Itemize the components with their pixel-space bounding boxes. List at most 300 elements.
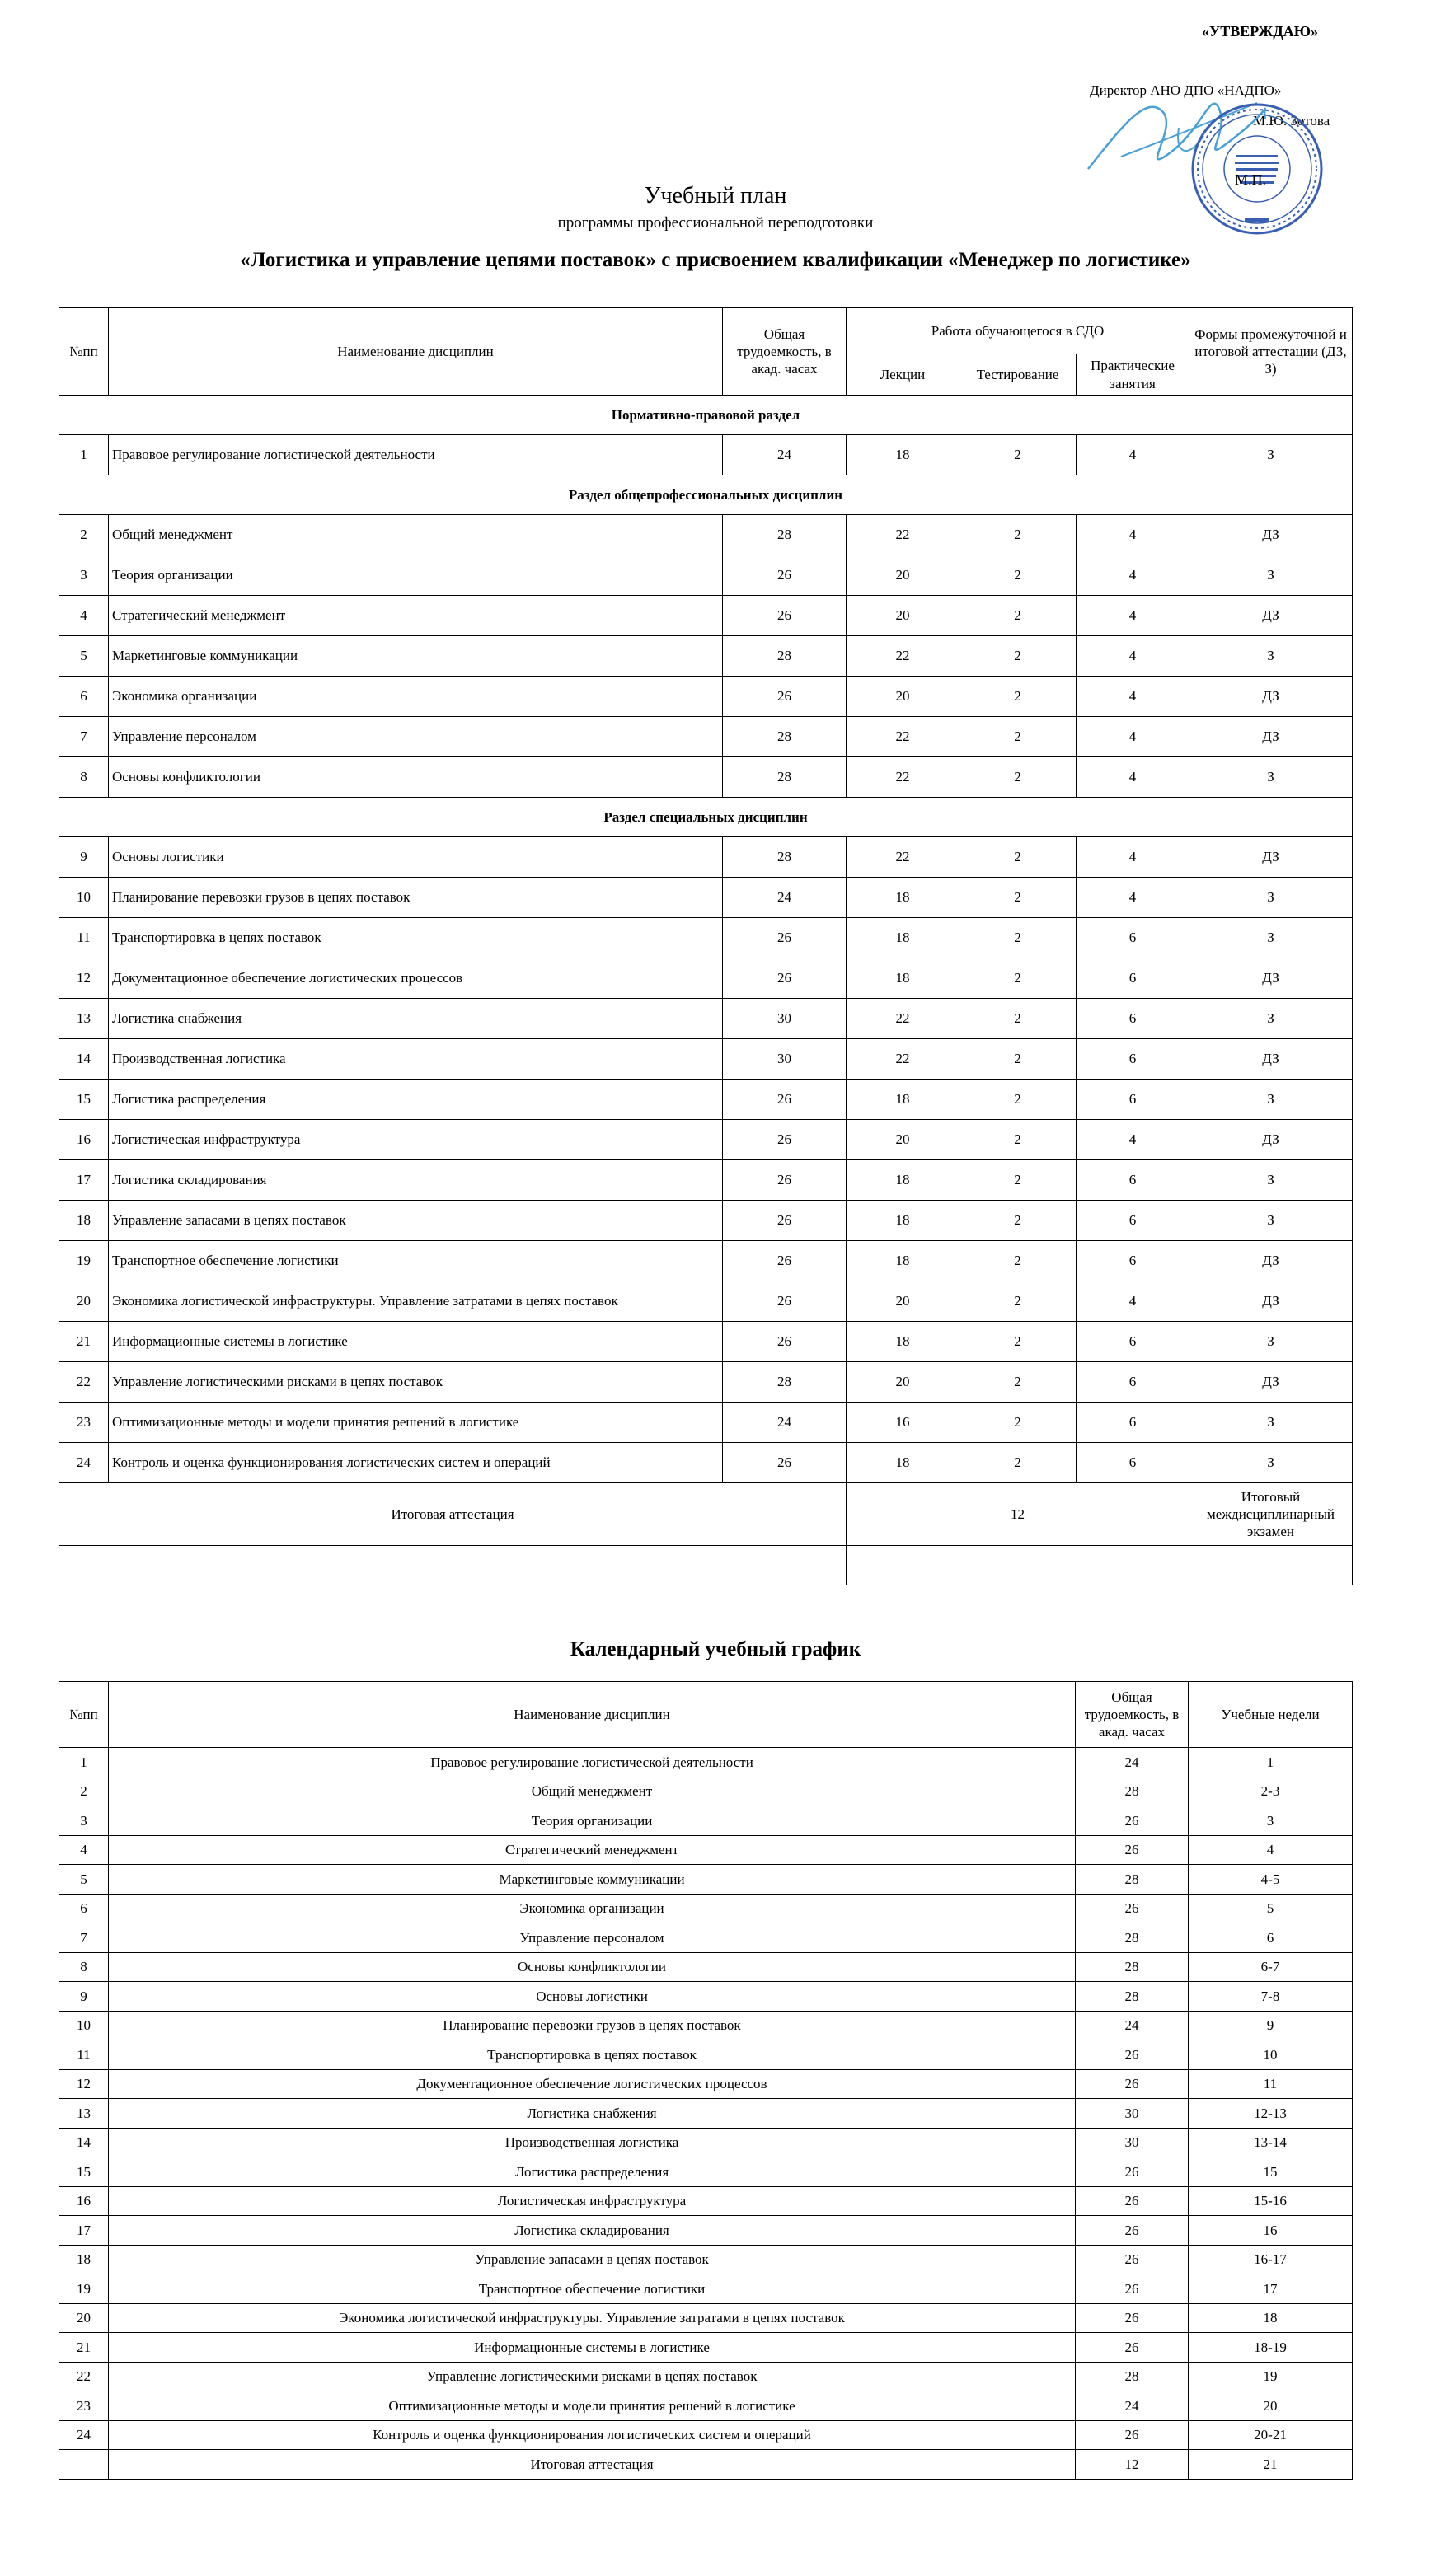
row-number: 6 <box>59 1894 109 1923</box>
header-total: Общая трудоемкость, в акад. часах <box>723 308 847 396</box>
discipline-name: Транспортировка в цепях поставок <box>109 918 723 958</box>
practice-hours: 6 <box>1077 1443 1189 1483</box>
discipline-name: Основы логистики <box>109 1982 1076 2012</box>
header-num: №пп <box>59 308 109 396</box>
final-attestation-hours: 12 <box>847 1483 1189 1546</box>
header-work: Работа обучающегося в СДО <box>847 308 1189 354</box>
total-hours: 28 <box>723 515 847 555</box>
total-hours: 26 <box>723 1241 847 1281</box>
discipline-name: Логистика снабжения <box>109 2099 1076 2129</box>
attestation-form: З <box>1189 1403 1353 1443</box>
calendar-row <box>59 1982 1353 2012</box>
row-number: 24 <box>59 2420 109 2450</box>
total-hours: 28 <box>1076 1777 1189 1806</box>
study-weeks: 7-8 <box>1189 1982 1353 2012</box>
attestation-form: ДЗ <box>1189 837 1353 878</box>
section-row <box>59 798 1353 837</box>
discipline-name: Теория организации <box>109 1806 1076 1836</box>
row-number: 21 <box>59 1322 109 1362</box>
attestation-form: З <box>1189 1322 1353 1362</box>
total-hours: 26 <box>723 1160 847 1201</box>
discipline-name: Транспортировка в цепях поставок <box>109 2040 1076 2070</box>
calendar-row <box>59 2303 1353 2333</box>
discipline-name: Правовое регулирование логистической деятельности <box>109 1748 1076 1777</box>
table-row <box>59 677 1353 717</box>
lecture-hours: 16 <box>847 1403 959 1443</box>
practice-hours: 4 <box>1077 878 1189 918</box>
total-hours: 30 <box>1076 2128 1189 2157</box>
study-weeks: 17 <box>1189 2274 1353 2304</box>
document-header <box>0 181 1431 272</box>
discipline-name: Экономика логистической инфраструктуры. Управление затратами в цепях поставок <box>109 2303 1076 2333</box>
lecture-hours: 22 <box>847 999 959 1039</box>
discipline-name: Основы логистики <box>109 837 723 878</box>
row-number: 18 <box>59 2245 109 2274</box>
lecture-hours: 22 <box>847 1039 959 1080</box>
row-number: 12 <box>59 2069 109 2099</box>
total-hours: 26 <box>723 555 847 596</box>
calendar-row <box>59 2216 1353 2246</box>
final-attestation-label: Итоговая аттестация <box>59 1483 847 1546</box>
page-title: Учебный план <box>644 183 787 208</box>
study-weeks: 11 <box>1189 2069 1353 2099</box>
practice-hours: 6 <box>1077 1362 1189 1403</box>
lecture-hours: 18 <box>847 1080 959 1120</box>
discipline-name: Контроль и оценка функционирования логистических систем и операций <box>109 1443 723 1483</box>
total-hours: 26 <box>1076 2040 1189 2070</box>
discipline-name: Маркетинговые коммуникации <box>109 636 723 677</box>
row-number: 9 <box>59 1982 109 2012</box>
total-hours: 26 <box>1076 2333 1189 2363</box>
total-hours: 26 <box>1076 1835 1189 1865</box>
discipline-name: Итоговая аттестация <box>109 2450 1076 2480</box>
total-hours: 12 <box>1076 2450 1189 2480</box>
calendar-row <box>59 2274 1353 2304</box>
lecture-hours: 22 <box>847 515 959 555</box>
total-hours: 26 <box>1076 2216 1189 2246</box>
row-number: 5 <box>59 636 109 677</box>
total-hours: 28 <box>1076 1923 1189 1953</box>
row-number: 11 <box>59 2040 109 2070</box>
discipline-name: Информационные системы в логистике <box>109 2333 1076 2363</box>
lecture-hours: 18 <box>847 1241 959 1281</box>
study-weeks: 20 <box>1189 2391 1353 2421</box>
lecture-hours: 18 <box>847 1160 959 1201</box>
header-practice: Практические занятия <box>1077 354 1189 396</box>
calendar-row <box>59 2450 1353 2480</box>
row-number: 7 <box>59 717 109 757</box>
row-number: 3 <box>59 1806 109 1836</box>
testing-hours: 2 <box>959 1362 1077 1403</box>
discipline-name: Управление логистическими рисками в цепях поставок <box>109 2362 1076 2391</box>
empty-cell <box>847 1546 1353 1585</box>
row-number: 20 <box>59 2303 109 2333</box>
row-number: 2 <box>59 1777 109 1806</box>
practice-hours: 6 <box>1077 1080 1189 1120</box>
calendar-row <box>59 2099 1353 2129</box>
total-hours: 26 <box>1076 2186 1189 2216</box>
total-hours: 26 <box>1076 2245 1189 2274</box>
attestation-form: З <box>1189 1160 1353 1201</box>
discipline-name: Теория организации <box>109 555 723 596</box>
discipline-name: Логистика складирования <box>109 2216 1076 2246</box>
total-hours: 26 <box>1076 2157 1189 2187</box>
calendar-row <box>59 1865 1353 1895</box>
testing-hours: 2 <box>959 1241 1077 1281</box>
row-number: 11 <box>59 918 109 958</box>
lecture-hours: 18 <box>847 1322 959 1362</box>
attestation-form: З <box>1189 1201 1353 1241</box>
practice-hours: 4 <box>1077 837 1189 878</box>
total-hours: 24 <box>723 878 847 918</box>
lecture-hours: 20 <box>847 1362 959 1403</box>
calendar-row <box>59 2069 1353 2099</box>
lecture-hours: 22 <box>847 837 959 878</box>
table-row <box>59 1201 1353 1241</box>
calendar-row <box>59 2128 1353 2157</box>
approval-position: Директор АНО ДПО «НАДПО» <box>1090 82 1282 98</box>
curriculum-table <box>59 307 1353 1585</box>
discipline-name: Экономика логистической инфраструктуры. Управление затратами в цепях поставок <box>109 1281 723 1322</box>
total-hours: 26 <box>723 1080 847 1120</box>
practice-hours: 6 <box>1077 1403 1189 1443</box>
attestation-form: ДЗ <box>1189 515 1353 555</box>
attestation-form: ДЗ <box>1189 1039 1353 1080</box>
lecture-hours: 20 <box>847 555 959 596</box>
lecture-hours: 18 <box>847 918 959 958</box>
section-row <box>59 475 1353 515</box>
table-row <box>59 918 1353 958</box>
row-number: 12 <box>59 958 109 999</box>
total-hours: 28 <box>723 1362 847 1403</box>
calendar-row <box>59 1952 1353 1982</box>
final-attestation-row <box>59 1483 1353 1546</box>
discipline-name: Логистика распределения <box>109 1080 723 1120</box>
program-title: «Логистика и управление цепями поставок» с присвоением квалификации «Менеджер по логистике» <box>240 249 1191 271</box>
row-number: 10 <box>59 878 109 918</box>
practice-hours: 4 <box>1077 717 1189 757</box>
study-weeks: 19 <box>1189 2362 1353 2391</box>
discipline-name: Логистика распределения <box>109 2157 1076 2187</box>
total-hours: 30 <box>1076 2099 1189 2129</box>
approval-title: «УТВЕРЖДАЮ» <box>1202 23 1319 40</box>
table-row <box>59 1120 1353 1160</box>
row-number: 9 <box>59 837 109 878</box>
study-weeks: 20-21 <box>1189 2420 1353 2450</box>
discipline-name: Логистика снабжения <box>109 999 723 1039</box>
total-hours: 28 <box>723 717 847 757</box>
row-number: 23 <box>59 2391 109 2421</box>
testing-hours: 2 <box>959 515 1077 555</box>
discipline-name: Общий менеджмент <box>109 515 723 555</box>
table-row <box>59 837 1353 878</box>
calendar-table <box>59 1681 1353 2480</box>
row-number: 13 <box>59 999 109 1039</box>
lecture-hours: 22 <box>847 636 959 677</box>
row-number: 17 <box>59 2216 109 2246</box>
calendar-row <box>59 2040 1353 2070</box>
lecture-hours: 18 <box>847 958 959 999</box>
row-number: 18 <box>59 1201 109 1241</box>
study-weeks: 16-17 <box>1189 2245 1353 2274</box>
total-hours: 26 <box>723 1443 847 1483</box>
discipline-name: Логистическая инфраструктура <box>109 1120 723 1160</box>
discipline-name: Управление персоналом <box>109 1923 1076 1953</box>
study-weeks: 15-16 <box>1189 2186 1353 2216</box>
attestation-form: З <box>1189 999 1353 1039</box>
attestation-form: ДЗ <box>1189 677 1353 717</box>
header-testing: Тестирование <box>959 354 1077 396</box>
total-hours: 30 <box>723 999 847 1039</box>
page-subtitle: программы профессиональной переподготовки <box>557 214 874 232</box>
discipline-name: Общий менеджмент <box>109 1777 1076 1806</box>
attestation-form: З <box>1189 1443 1353 1483</box>
study-weeks: 21 <box>1189 2450 1353 2480</box>
header-forms: Формы промежуточной и итоговой аттестации (ДЗ, З) <box>1189 308 1353 396</box>
row-number: 19 <box>59 1241 109 1281</box>
practice-hours: 4 <box>1077 515 1189 555</box>
discipline-name: Документационное обеспечение логистических процессов <box>109 2069 1076 2099</box>
calendar-row <box>59 1923 1353 1953</box>
total-hours: 28 <box>1076 1952 1189 1982</box>
empty-cell <box>59 1546 847 1585</box>
lecture-hours: 18 <box>847 878 959 918</box>
testing-hours: 2 <box>959 1322 1077 1362</box>
table-row <box>59 435 1353 475</box>
study-weeks: 16 <box>1189 2216 1353 2246</box>
study-weeks: 6-7 <box>1189 1952 1353 1982</box>
total-hours: 28 <box>1076 2362 1189 2391</box>
discipline-name: Стратегический менеджмент <box>109 596 723 636</box>
total-hours: 26 <box>723 1201 847 1241</box>
table-row <box>59 1362 1353 1403</box>
row-number: 15 <box>59 1080 109 1120</box>
total-hours: 26 <box>1076 2274 1189 2304</box>
row-number: 8 <box>59 1952 109 1982</box>
table-row <box>59 717 1353 757</box>
practice-hours: 4 <box>1077 1281 1189 1322</box>
testing-hours: 2 <box>959 757 1077 798</box>
header-lectures: Лекции <box>847 354 959 396</box>
study-weeks: 10 <box>1189 2040 1353 2070</box>
table-row <box>59 515 1353 555</box>
calendar-title: Календарный учебный график <box>570 1638 861 1660</box>
discipline-name: Управление логистическими рисками в цепях поставок <box>109 1362 723 1403</box>
practice-hours: 4 <box>1077 555 1189 596</box>
discipline-name: Логистика складирования <box>109 1160 723 1201</box>
discipline-name: Логистическая инфраструктура <box>109 2186 1076 2216</box>
section-row <box>59 396 1353 435</box>
total-hours: 26 <box>723 677 847 717</box>
total-hours: 26 <box>723 1281 847 1322</box>
row-number: 16 <box>59 1120 109 1160</box>
table-row <box>59 999 1353 1039</box>
calendar-row <box>59 2157 1353 2187</box>
total-hours: 28 <box>1076 1982 1189 2012</box>
testing-hours: 2 <box>959 1403 1077 1443</box>
total-hours: 24 <box>723 435 847 475</box>
total-hours: 28 <box>1076 1865 1189 1895</box>
practice-hours: 6 <box>1077 1039 1189 1080</box>
total-hours: 26 <box>1076 2420 1189 2450</box>
practice-hours: 6 <box>1077 1160 1189 1201</box>
row-number: 23 <box>59 1403 109 1443</box>
cal-header-num: №пп <box>59 1682 109 1748</box>
total-hours: 26 <box>723 1322 847 1362</box>
total-hours: 28 <box>723 636 847 677</box>
section-title: Раздел специальных дисциплин <box>59 798 1353 837</box>
attestation-form: З <box>1189 636 1353 677</box>
attestation-form: З <box>1189 878 1353 918</box>
practice-hours: 6 <box>1077 1322 1189 1362</box>
discipline-name: Управление запасами в цепях поставок <box>109 1201 723 1241</box>
calendar-row <box>59 2011 1353 2040</box>
calendar-row <box>59 1777 1353 1806</box>
lecture-hours: 20 <box>847 1120 959 1160</box>
calendar-row <box>59 2362 1353 2391</box>
discipline-name: Правовое регулирование логистической деятельности <box>109 435 723 475</box>
study-weeks: 2-3 <box>1189 1777 1353 1806</box>
calendar-row <box>59 1835 1353 1865</box>
lecture-hours: 20 <box>847 596 959 636</box>
testing-hours: 2 <box>959 717 1077 757</box>
table-row <box>59 878 1353 918</box>
lecture-hours: 20 <box>847 1281 959 1322</box>
practice-hours: 4 <box>1077 636 1189 677</box>
practice-hours: 4 <box>1077 596 1189 636</box>
calendar-row <box>59 1806 1353 1836</box>
testing-hours: 2 <box>959 1443 1077 1483</box>
discipline-name: Маркетинговые коммуникации <box>109 1865 1076 1895</box>
testing-hours: 2 <box>959 958 1077 999</box>
discipline-name: Основы конфликтологии <box>109 1952 1076 1982</box>
table-row <box>59 1403 1353 1443</box>
discipline-name: Контроль и оценка функционирования логистических систем и операций <box>109 2420 1076 2450</box>
row-number: 1 <box>59 435 109 475</box>
study-weeks: 18-19 <box>1189 2333 1353 2363</box>
row-number: 2 <box>59 515 109 555</box>
study-weeks: 6 <box>1189 1923 1353 1953</box>
total-hours: 26 <box>723 1120 847 1160</box>
row-number: 4 <box>59 1835 109 1865</box>
row-number: 13 <box>59 2099 109 2129</box>
study-weeks: 5 <box>1189 1894 1353 1923</box>
practice-hours: 4 <box>1077 757 1189 798</box>
section-title: Нормативно-правовой раздел <box>59 396 1353 435</box>
attestation-form: ДЗ <box>1189 717 1353 757</box>
practice-hours: 6 <box>1077 999 1189 1039</box>
calendar-row <box>59 2245 1353 2274</box>
practice-hours: 4 <box>1077 1120 1189 1160</box>
calendar-row <box>59 2391 1353 2421</box>
table-row <box>59 636 1353 677</box>
testing-hours: 2 <box>959 918 1077 958</box>
row-number <box>59 2450 109 2480</box>
attestation-form: ДЗ <box>1189 596 1353 636</box>
row-number: 20 <box>59 1281 109 1322</box>
attestation-form: З <box>1189 757 1353 798</box>
testing-hours: 2 <box>959 1160 1077 1201</box>
testing-hours: 2 <box>959 878 1077 918</box>
testing-hours: 2 <box>959 1039 1077 1080</box>
approval-name: М.Ю. Зотова <box>1253 113 1330 129</box>
discipline-name: Планирование перевозки грузов в цепях поставок <box>109 878 723 918</box>
total-hours: 24 <box>723 1403 847 1443</box>
calendar-row <box>59 2420 1353 2450</box>
testing-hours: 2 <box>959 837 1077 878</box>
total-hours: 26 <box>723 596 847 636</box>
testing-hours: 2 <box>959 555 1077 596</box>
row-number: 6 <box>59 677 109 717</box>
attestation-form: З <box>1189 918 1353 958</box>
row-number: 7 <box>59 1923 109 1953</box>
testing-hours: 2 <box>959 596 1077 636</box>
lecture-hours: 22 <box>847 757 959 798</box>
row-number: 3 <box>59 555 109 596</box>
testing-hours: 2 <box>959 1201 1077 1241</box>
practice-hours: 4 <box>1077 677 1189 717</box>
practice-hours: 4 <box>1077 435 1189 475</box>
practice-hours: 6 <box>1077 918 1189 958</box>
table-row <box>59 1241 1353 1281</box>
calendar-row <box>59 2186 1353 2216</box>
discipline-name: Оптимизационные методы и модели принятия решений в логистике <box>109 1403 723 1443</box>
calendar-row <box>59 2333 1353 2363</box>
table-row <box>59 1322 1353 1362</box>
lecture-hours: 18 <box>847 435 959 475</box>
section-title: Раздел общепрофессиональных дисциплин <box>59 475 1353 515</box>
attestation-form: ДЗ <box>1189 1120 1353 1160</box>
practice-hours: 6 <box>1077 1241 1189 1281</box>
practice-hours: 6 <box>1077 958 1189 999</box>
empty-row <box>59 1546 1353 1585</box>
table-row <box>59 596 1353 636</box>
lecture-hours: 18 <box>847 1443 959 1483</box>
total-hours: 28 <box>723 837 847 878</box>
row-number: 22 <box>59 1362 109 1403</box>
total-hours: 24 <box>1076 2011 1189 2040</box>
discipline-name: Основы конфликтологии <box>109 757 723 798</box>
table-row <box>59 1281 1353 1322</box>
study-weeks: 18 <box>1189 2303 1353 2333</box>
study-weeks: 9 <box>1189 2011 1353 2040</box>
total-hours: 28 <box>723 757 847 798</box>
attestation-form: ДЗ <box>1189 958 1353 999</box>
practice-hours: 6 <box>1077 1201 1189 1241</box>
lecture-hours: 18 <box>847 1201 959 1241</box>
attestation-form: ДЗ <box>1189 1281 1353 1322</box>
testing-hours: 2 <box>959 1120 1077 1160</box>
total-hours: 26 <box>1076 1806 1189 1836</box>
discipline-name: Экономика организации <box>109 677 723 717</box>
discipline-name: Транспортное обеспечение логистики <box>109 2274 1076 2304</box>
row-number: 24 <box>59 1443 109 1483</box>
total-hours: 30 <box>723 1039 847 1080</box>
row-number: 8 <box>59 757 109 798</box>
discipline-name: Стратегический менеджмент <box>109 1835 1076 1865</box>
testing-hours: 2 <box>959 677 1077 717</box>
row-number: 4 <box>59 596 109 636</box>
lecture-hours: 22 <box>847 717 959 757</box>
row-number: 19 <box>59 2274 109 2304</box>
discipline-name: Экономика организации <box>109 1894 1076 1923</box>
testing-hours: 2 <box>959 999 1077 1039</box>
attestation-form: ДЗ <box>1189 1241 1353 1281</box>
cal-header-total: Общая трудоемкость, в акад. часах <box>1076 1682 1189 1748</box>
study-weeks: 1 <box>1189 1748 1353 1777</box>
study-weeks: 4 <box>1189 1835 1353 1865</box>
attestation-form: З <box>1189 435 1353 475</box>
